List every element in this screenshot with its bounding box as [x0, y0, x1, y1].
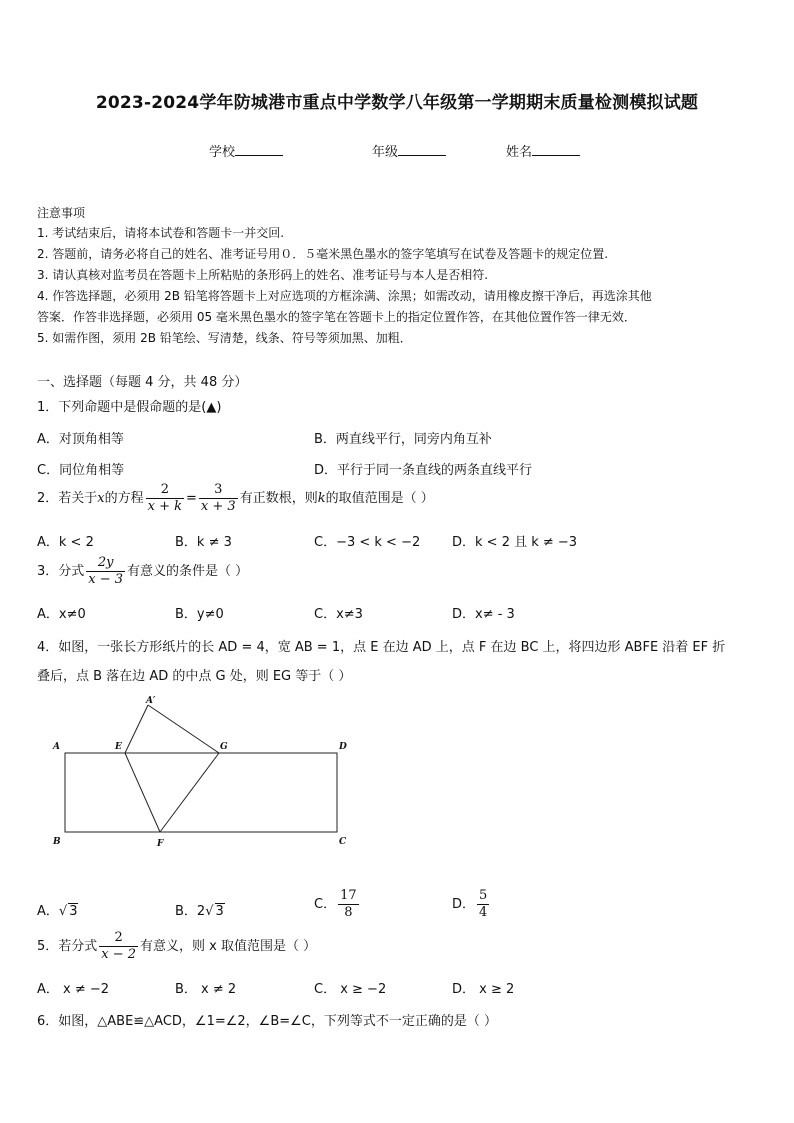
- name-label: 姓名: [506, 145, 533, 160]
- q2-f1-den: x + k: [147, 499, 183, 514]
- q1-option-d: D．平行于同一条直线的两条直线平行: [314, 463, 533, 478]
- q4-d-fraction: [477, 888, 489, 921]
- q4-c-den: 8: [344, 905, 353, 920]
- q5-option-d: D． x ≥ 2: [452, 982, 515, 997]
- q4-b-coef: 2: [196, 904, 206, 919]
- q2-equals: =: [186, 491, 197, 506]
- q4-b-radicand: 3: [215, 904, 224, 919]
- notice-heading: 注意事项: [37, 206, 86, 220]
- q4-c-fraction: [338, 888, 359, 921]
- school-field: [209, 141, 283, 160]
- q4-option-c: [314, 888, 361, 921]
- q5-den: x − 2: [101, 947, 137, 962]
- q2-option-c: C．−3 < k < −2: [314, 535, 421, 550]
- q4-option-d: [452, 888, 491, 921]
- segment-a1g: [148, 705, 219, 753]
- q2-f2-den: x + 3: [200, 499, 236, 514]
- q4-a-letter: A．: [37, 904, 59, 919]
- question-2-stem: [37, 482, 434, 515]
- q2-post1: 有正数根，则: [239, 491, 318, 506]
- q2-var-k: k: [317, 491, 326, 506]
- q3-post: 有意义的条件是（ ）: [127, 564, 249, 579]
- sqrt-icon: √: [58, 904, 68, 919]
- q5-post: 有意义，则 x 取值范围是（ ）: [140, 939, 317, 954]
- notice-item: 4. 作答选择题，必须用 2B 铅笔将答题卡上对应选项的方框涂满、涂黑；如需改动，请用橡皮擦干净后，再选涂其他: [37, 289, 652, 303]
- q4-b-letter: B．: [175, 904, 197, 919]
- school-label: 学校: [209, 145, 236, 160]
- grade-label: 年级: [372, 145, 399, 160]
- q4-d-num: 5: [479, 888, 488, 903]
- q5-pre: 5．若分式: [37, 939, 98, 954]
- q3-option-d: D．x≠ - 3: [452, 607, 515, 622]
- q5-fraction: [99, 930, 138, 963]
- label-b: B: [53, 837, 61, 847]
- question-4-line-2: 叠后，点 B 落在边 AD 的中点 G 处，则 EG 等于（ ）: [37, 669, 352, 684]
- q5-option-c: C． x ≥ −2: [314, 982, 387, 997]
- q2-fraction-left: [146, 482, 184, 515]
- q4-c-letter: C．: [314, 897, 337, 912]
- school-blank: [235, 143, 283, 156]
- q3-num: 2y: [86, 555, 125, 572]
- q5-num: 2: [99, 930, 138, 947]
- segment-gf: [160, 753, 219, 832]
- q2-var-x: x: [97, 491, 105, 506]
- label-e: E: [115, 742, 122, 752]
- label-f: F: [157, 839, 164, 849]
- q3-option-a: A．x≠0: [37, 607, 86, 622]
- q3-option-b: B．y≠0: [175, 607, 224, 622]
- q1-option-a: A．对顶角相等: [37, 432, 124, 447]
- q3-fraction: [86, 555, 125, 588]
- q2-f2-num: 3: [199, 482, 238, 499]
- sqrt-icon: √: [205, 904, 214, 919]
- q2-f1-num: 2: [146, 482, 184, 499]
- notice-item: 1. 考试结束后，请将本试卷和答题卡一并交回.: [37, 226, 285, 240]
- q4-d-den: 4: [479, 905, 488, 920]
- q3-den: x − 3: [88, 572, 124, 587]
- question-3-stem: [37, 555, 248, 588]
- page-title: 2023-2024学年防城港市重点中学数学八年级第一学期期末质量检测模拟试题: [95, 93, 699, 113]
- notice-item: 答案．作答非选择题，必须用 05 毫米黑色墨水的签字笔在答题卡上的指定位置作答，在其他位置作答一律无效．: [37, 310, 636, 324]
- grade-blank: [398, 143, 446, 156]
- q5-option-a: A． x ≠ −2: [37, 982, 110, 997]
- q2-fraction-right: [199, 482, 238, 515]
- grade-field: [372, 141, 446, 160]
- label-a: A: [53, 742, 60, 752]
- q1-option-c: C．同位角相等: [37, 463, 125, 478]
- q2-pre: 2．若关于: [37, 491, 98, 506]
- q4-d-letter: D．: [452, 897, 476, 912]
- name-blank: [532, 143, 580, 156]
- label-c: C: [339, 837, 347, 847]
- notice-item: 2. 答题前，请务必将自己的姓名、准考证号用０．５毫米黑色墨水的签字笔填写在试卷及答题卡的规定位置.: [37, 247, 609, 261]
- question-4-line-1: 4．如图，一张长方形纸片的长 AD = 4，宽 AB = 1，点 E 在边 AD 上，点 F 在边 BC 上，将四边形 ABFE 沿着 EF 折: [37, 640, 726, 655]
- q2-mid: 的方程: [104, 491, 144, 506]
- segment-ef: [125, 753, 160, 832]
- q2-option-a: A．k < 2: [37, 535, 94, 550]
- q4-option-a: [37, 900, 78, 919]
- q4-option-b: [175, 900, 225, 919]
- label-d: D: [339, 742, 347, 752]
- name-field: [506, 141, 580, 160]
- q1-option-b: B．两直线平行，同旁内角互补: [314, 432, 492, 447]
- segment-ea1: [125, 705, 148, 753]
- label-g: G: [220, 742, 228, 752]
- q3-option-c: C．x≠3: [314, 607, 363, 622]
- q4-a-radicand: 3: [69, 904, 78, 919]
- q5-option-b: B． x ≠ 2: [175, 982, 237, 997]
- notice-item: 3. 请认真核对监考员在答题卡上所粘贴的条形码上的姓名、准考证号与本人是否相符.: [37, 268, 489, 282]
- q2-option-d: D．k < 2 且 k ≠ −3: [452, 535, 578, 550]
- section-heading: 一、选择题（每题 4 分，共 48 分）: [37, 375, 248, 390]
- label-a-prime: A′: [146, 696, 156, 706]
- q2-option-b: B．k ≠ 3: [175, 535, 232, 550]
- q4-c-num: 17: [340, 888, 357, 903]
- q3-pre: 3．分式: [37, 564, 85, 579]
- folded-rectangle-figure: [50, 693, 360, 855]
- q2-post2: 的取值范围是（ ）: [325, 491, 434, 506]
- question-1-stem: 1．下列命题中是假命题的是(▲): [37, 400, 222, 415]
- question-5-stem: [37, 930, 316, 963]
- rectangle-abcd: [65, 753, 337, 832]
- notice-item: 5. 如需作图，须用 2B 铅笔绘、写清楚，线条、符号等须加黑、加粗．: [37, 331, 412, 345]
- question-6-stem: 6．如图，△ABE≌△ACD，∠1=∠2，∠B=∠C，下列等式不一定正确的是（ ）: [37, 1014, 498, 1029]
